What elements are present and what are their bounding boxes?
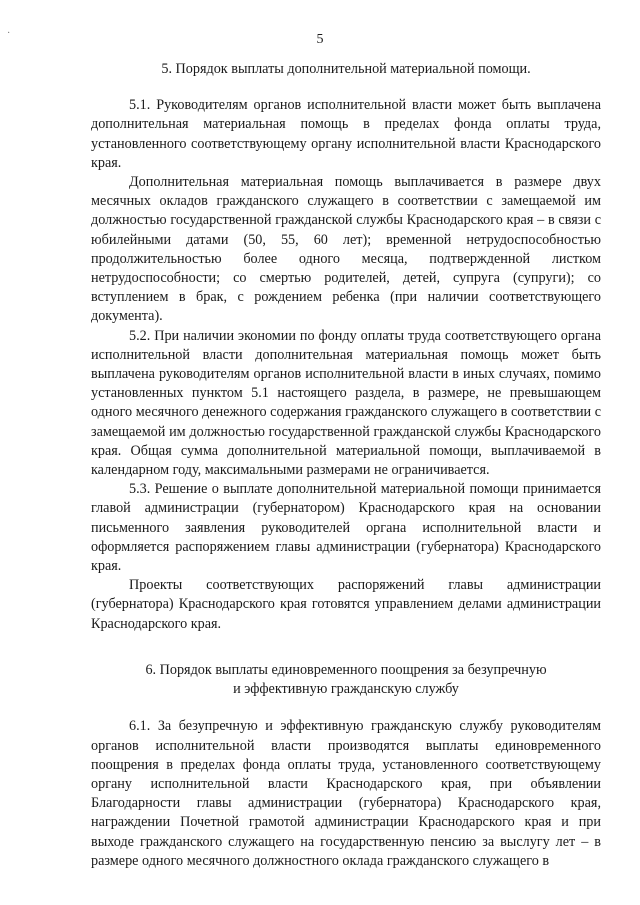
paragraph-5-3-projects: Проекты соответствующих распоряжений главы администрации (губернатора) Краснодарского края готовятся управлением делами администрации Краснодарского края. xyxy=(91,577,601,632)
paragraph-5-1-details: Дополнительная материальная помощь выплачивается в размере двух месячных окладов гражданского служащего в соответствии с замещаемой им должностью государственной гражданской службы Краснодарского края – в связи с юбилейными датами (50, 55, 60 лет); временной нетрудоспособностью продолжительностью более одного месяца, подтвержденной листком нетрудоспособности; со смертью родителей, детей, супруга (супруги); со вступлением в брак, с рождением ребенка (при наличии соответствующего документа). xyxy=(91,174,601,325)
paragraph-6-1: 6.1. За безупречную и эффективную гражданскую службу руководителям органов исполнительной власти производятся выплаты единовременного поощрения в пределах фонда оплаты труда, установленного соответствующему органу исполнительной власти Краснодарского края, при объявлении Благодарности главы администрации (губернатора) Краснодарского края, награждении Почетной грамотой администрации Краснодарского края и при выходе гражданского служащего на государственную пенсию за выслугу лет – в размере одного месячного должностного оклада гражданского служащего в xyxy=(91,718,601,869)
paragraph-5-3: 5.3. Решение о выплате дополнительной материальной помощи принимается главой администрации (губернатором) Краснодарского края на основании письменного заявления руководителей органа исполнительной власти и оформляется распоряжением главы администрации (губернатора) Краснодарского края. xyxy=(91,481,601,575)
document-body xyxy=(91,60,601,871)
paragraph-5-1: 5.1. Руководителям органов исполнительной власти может быть выплачена дополнительная материальная помощь в пределах фонда оплаты труда, установленного соответствующему органу исполнительной власти Краснодарского края. xyxy=(91,97,601,171)
section-6-heading-line-2: и эффективную гражданскую службу xyxy=(233,681,459,698)
page-number: 5 xyxy=(316,32,324,47)
corner-mark: · xyxy=(7,28,11,39)
section-6-heading-line-1: 6. Порядок выплаты единовременного поощрения за безупречную xyxy=(145,661,547,678)
section-5-heading: 5. Порядок выплаты дополнительной материальной помощи. xyxy=(161,61,531,77)
paragraph-5-2: 5.2. При наличии экономии по фонду оплаты труда соответствующего органа исполнительной власти дополнительная материальная помощь может быть выплачена руководителям органов исполнительной власти в иных случаях, помимо установленных пунктом 5.1 настоящего раздела, в размере, не превышающем одного месячного денежного содержания гражданского служащего в соответствии с замещаемой им должностью государственной гражданской службы Краснодарского края. Общая сумма дополнительной материальной помощи, выплачиваемой в календарном году, максимальными размерами не ограничивается. xyxy=(91,327,601,479)
